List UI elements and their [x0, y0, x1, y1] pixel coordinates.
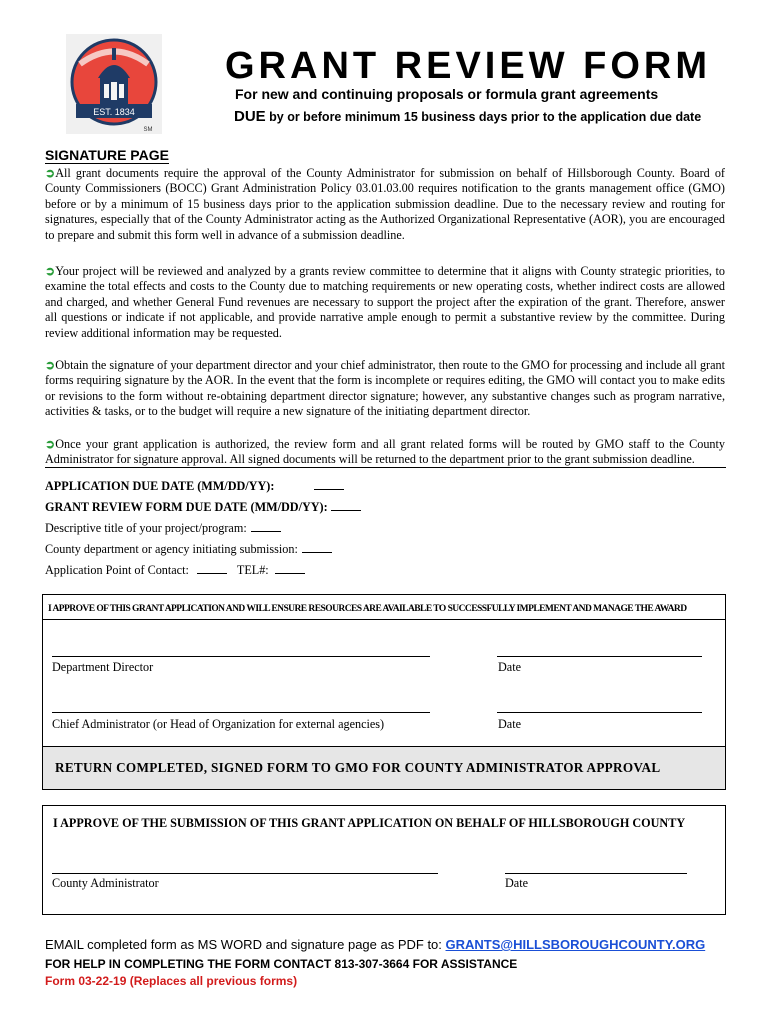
paragraph-4 [45, 437, 725, 468]
paragraph-text: Obtain the signature of your department director and your chief administrator, then route to the GMO for processing and include all grant forms requiring signature by the AOR. In the event that the form is incomplete or requires editing, the GMO will contact you to make edits or revisions to the form without re-obtaining department director signature; however, any substantive changes such as program narrative, activities & tasks, or to the budget will require a new signature of the initiating department director. [45, 358, 725, 419]
administrator-signature-line[interactable] [52, 873, 438, 874]
project-title-field [45, 521, 281, 536]
project-title-input[interactable] [251, 521, 281, 532]
form-title: GRANT REVIEW FORM [225, 45, 711, 87]
director-date-label: Date [498, 660, 522, 674]
administrator-date-label: Date [505, 876, 529, 890]
form-subtitle: For new and continuing proposals or formula grant agreements [235, 86, 659, 102]
project-title-label: Descriptive title of your project/program: [45, 521, 247, 535]
app-due-date-label: APPLICATION DUE DATE (MM/DD/YY): [45, 479, 275, 493]
arrow-icon: ➲ [45, 166, 56, 180]
contact-input[interactable] [197, 563, 227, 574]
department-approval-heading: I APPROVE OF THIS GRANT APPLICATION AND WILL ENSURE RESOURCES ARE AVAILABLE TO SUCCESSFULLY IMPLEMENT AND MANAGE THE AWARD [48, 604, 687, 614]
approval-heading-divider [42, 619, 726, 620]
form-due-date-label: GRANT REVIEW FORM DUE DATE (MM/DD/YY): [45, 500, 328, 514]
form-due-date-field [45, 500, 361, 515]
paragraph-1 [45, 166, 725, 243]
due-rest: by or before minimum 15 business days prior to the application due date [265, 110, 702, 124]
contact-label: Application Point of Contact: [45, 563, 189, 577]
department-field [45, 542, 332, 557]
form-number: Form 03-22-19 (Replaces all previous forms) [45, 974, 298, 988]
form-due-date-input[interactable] [331, 500, 361, 511]
department-input[interactable] [302, 542, 332, 553]
logo-sm-mark: SM [143, 127, 153, 133]
paragraph-divider [45, 467, 726, 468]
paragraph-text: Your project will be reviewed and analyzed by a grants review committee to determine that it aligns with County strategic priorities, to examine the total effects and costs to the County due to matching requirements or new operating costs, whether indirect costs are allowed and charged, and whether General Fund revenues are necessary to support the project after the expiration of the grant. Therefore, answer all questions or indicate if not applicable, and provide narrative ample enough to permit a substantive review by the committee. During review additional information may be requested. [45, 264, 725, 340]
return-instruction: RETURN COMPLETED, SIGNED FORM TO GMO FOR COUNTY ADMINISTRATOR APPROVAL [55, 760, 661, 775]
arrow-icon: ➲ [45, 264, 56, 278]
tel-label: TEL#: [236, 563, 269, 577]
director-date-line[interactable] [497, 656, 702, 657]
chief-label: Chief Administrator (or Head of Organization for external agencies) [52, 717, 385, 731]
due-notice [234, 108, 701, 125]
administrator-label: County Administrator [52, 876, 159, 890]
director-label: Department Director [52, 660, 154, 674]
logo-est-text: EST. 1834 [93, 107, 135, 117]
county-logo [66, 34, 162, 134]
paragraph-text: Once your grant application is authorized, the review form and all grant related forms will be routed by GMO staff to the County Administrator for signature approval. All signed documents will be returned to the department prior to the grant submission deadline. [45, 437, 725, 467]
chief-date-line[interactable] [497, 712, 702, 713]
chief-signature-line[interactable] [52, 712, 430, 713]
county-approval-heading: I APPROVE OF THE SUBMISSION OF THIS GRANT APPLICATION ON BEHALF OF HILLSBOROUGH COUNTY [53, 816, 686, 830]
department-label: County department or agency initiating submission: [45, 542, 298, 556]
administrator-date-line[interactable] [505, 873, 687, 874]
tel-input[interactable] [275, 563, 305, 574]
paragraph-2 [45, 264, 725, 341]
contact-field [45, 563, 305, 578]
director-signature-line[interactable] [52, 656, 430, 657]
paragraph-text: All grant documents require the approval of the County Administrator for submission on behalf of Hillsborough County. Board of County Commissioners (BOCC) Grant Administration Policy 03.01.03.00 requires notification to the grants management office (GMO) before or by a minimum of 15 business days prior to the application submission deadline. Due to the necessary review and routing for signatures, especially that of the County Administrator acting as the Authorized Organizational Representative (AOR), you are encouraged to prepare and submit this form well in advance of a submission deadline. [45, 166, 725, 242]
section-title: SIGNATURE PAGE [45, 147, 169, 163]
due-lead: DUE [234, 108, 266, 125]
email-link[interactable]: GRANTS@HILLSBOROUGHCOUNTY.ORG [445, 937, 706, 952]
arrow-icon: ➲ [45, 437, 56, 451]
arrow-icon: ➲ [45, 358, 56, 372]
app-due-date-input[interactable] [314, 479, 344, 490]
chief-date-label: Date [498, 717, 522, 731]
email-instruction [45, 937, 705, 952]
paragraph-3 [45, 358, 725, 420]
app-due-date-field [45, 479, 344, 494]
help-contact: FOR HELP IN COMPLETING THE FORM CONTACT 813-307-3664 FOR ASSISTANCE [45, 957, 518, 971]
email-text: EMAIL completed form as MS WORD and signature page as PDF to: [45, 937, 446, 952]
